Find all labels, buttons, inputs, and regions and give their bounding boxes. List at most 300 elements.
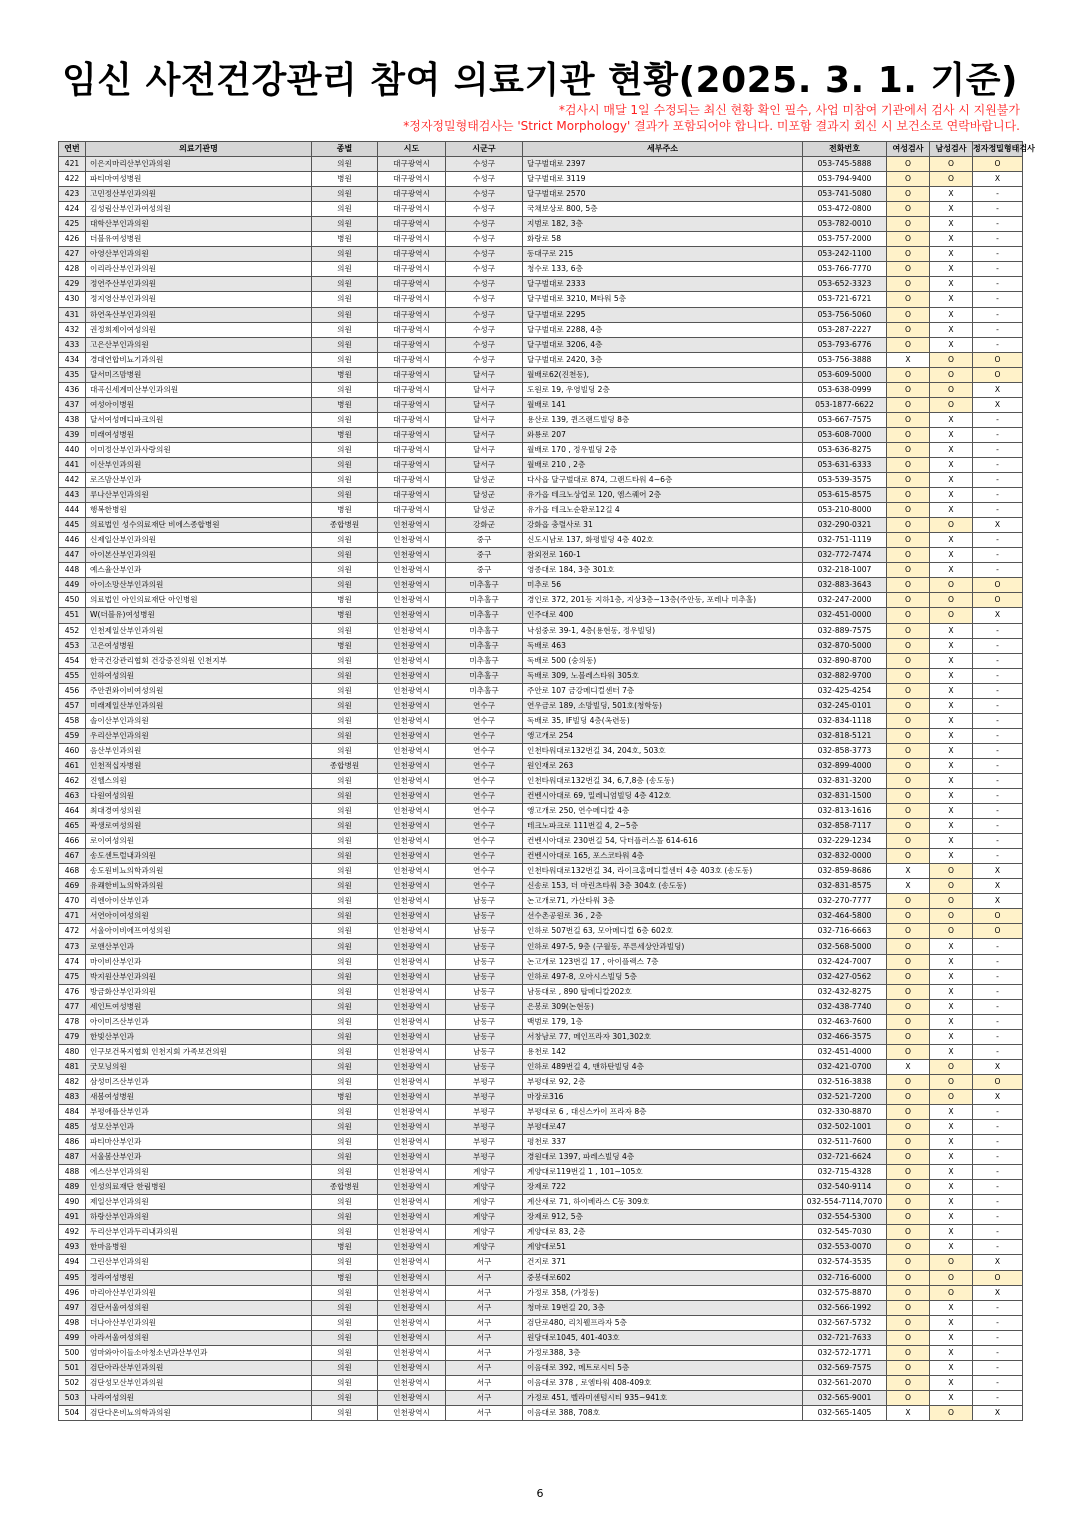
cell-address: 마장로316 [523,1089,803,1104]
cell-province: 인천광역시 [378,683,446,698]
cell-no: 429 [59,277,86,292]
cell-address: 인하로 489번길 4, 맨하탄빌딩 4층 [523,1059,803,1074]
cell-type: 의원 [312,1165,378,1180]
cell-province: 인천광역시 [378,909,446,924]
cell-name: 하랑산부인과의원 [86,1210,312,1225]
cell-address: 이음대로 392, 메트로시티 5층 [523,1360,803,1375]
table-row [59,1029,1023,1044]
cell-male-test: X [930,773,973,788]
cell-province: 인천광역시 [378,638,446,653]
cell-type: 의원 [312,1044,378,1059]
cell-province: 대구광역시 [378,247,446,262]
cell-district: 연수구 [446,773,523,788]
cell-province: 인천광역시 [378,1270,446,1285]
cell-sperm-test: - [973,1240,1023,1255]
cell-type: 의원 [312,262,378,277]
cell-province: 인천광역시 [378,1165,446,1180]
cell-female-test: O [887,337,930,352]
cell-name: 마리아산부인과의원 [86,1285,312,1300]
cell-male-test: X [930,623,973,638]
cell-sperm-test: - [973,307,1023,322]
cell-no: 436 [59,382,86,397]
cell-phone: 032-572-1771 [803,1345,887,1360]
cell-sperm-test: X [973,864,1023,879]
cell-sperm-test: - [973,1150,1023,1165]
cell-name: 나라여성의원 [86,1390,312,1405]
table-row [59,518,1023,533]
table-row [59,1195,1023,1210]
cell-name: 이은지마리산부인과의원 [86,157,312,172]
cell-type: 의원 [312,548,378,563]
table-row [59,909,1023,924]
cell-no: 465 [59,819,86,834]
table-row [59,804,1023,819]
cell-name: 검단다온비뇨의학과의원 [86,1405,312,1420]
cell-female-test: O [887,1135,930,1150]
cell-phone: 032-561-2070 [803,1375,887,1390]
cell-male-test: O [930,593,973,608]
cell-address: 계양대로51 [523,1240,803,1255]
cell-name: 에스산부인과의원 [86,1165,312,1180]
cell-province: 인천광역시 [378,1120,446,1135]
cell-female-test: O [887,1074,930,1089]
cell-district: 달서구 [446,457,523,472]
cell-female-test: O [887,307,930,322]
cell-sperm-test: X [973,879,1023,894]
cell-address: 달구벌대로 3206, 4층 [523,337,803,352]
cell-type: 의원 [312,909,378,924]
cell-no: 482 [59,1074,86,1089]
cell-name: 달서미즈맘병원 [86,367,312,382]
cell-sperm-test: - [973,247,1023,262]
cell-phone: 032-772-7474 [803,548,887,563]
cell-address: 컨벤시아대로 230번길 54, 닥터플러스몰 614-616 [523,834,803,849]
cell-province: 대구광역시 [378,382,446,397]
cell-female-test: O [887,232,930,247]
cell-district: 미추홀구 [446,638,523,653]
cell-phone: 032-229-1234 [803,834,887,849]
cell-province: 인천광역시 [378,1345,446,1360]
cell-phone: 032-575-8870 [803,1285,887,1300]
cell-address: 인하로 497-8, 오아시스빌딩 5층 [523,969,803,984]
cell-district: 남동구 [446,924,523,939]
cell-male-test: X [930,412,973,427]
cell-name: 검단아라산부인과의원 [86,1360,312,1375]
cell-male-test: X [930,1300,973,1315]
cell-name: 인천제일산부인과의원 [86,623,312,638]
cell-female-test: O [887,1195,930,1210]
cell-type: 병원 [312,638,378,653]
cell-phone: 032-451-0000 [803,608,887,623]
cell-address: 건지로 371 [523,1255,803,1270]
cell-province: 인천광역시 [378,518,446,533]
cell-female-test: O [887,473,930,488]
cell-district: 계양구 [446,1240,523,1255]
cell-name: 고민정산부인과의원 [86,187,312,202]
cell-male-test: X [930,653,973,668]
cell-province: 인천광역시 [378,533,446,548]
cell-female-test: O [887,849,930,864]
cell-district: 서구 [446,1285,523,1300]
cell-phone: 053-741-5080 [803,187,887,202]
notice-line-1: *검사시 매달 1일 수정되는 최신 현황 확인 필수, 사업 미참여 기관에서 검사 시 지원불가 [558,103,1020,117]
cell-address: 백범로 179, 1층 [523,1014,803,1029]
cell-province: 인천광역시 [378,969,446,984]
cell-female-test: O [887,1210,930,1225]
cell-name: 우리산부인과의원 [86,728,312,743]
cell-name: 인천적십자병원 [86,758,312,773]
cell-male-test: X [930,999,973,1014]
cell-district: 중구 [446,533,523,548]
cell-district: 중구 [446,548,523,563]
cell-sperm-test: - [973,623,1023,638]
cell-address: 독배로 309, 노블레스타워 305호 [523,668,803,683]
cell-phone: 053-1877-6622 [803,397,887,412]
cell-female-test: X [887,1405,930,1420]
cell-phone: 032-882-9700 [803,668,887,683]
cell-address: 논고개로 123번길 17 , 아이플렉스 7층 [523,954,803,969]
cell-district: 달서구 [446,397,523,412]
cell-type: 의원 [312,1029,378,1044]
cell-no: 463 [59,789,86,804]
cell-province: 인천광역시 [378,954,446,969]
cell-province: 대구광역시 [378,367,446,382]
cell-district: 부평구 [446,1135,523,1150]
cell-address: 원당대로1045, 401-403호 [523,1330,803,1345]
cell-type: 의원 [312,1105,378,1120]
cell-name: 정지영산부인과의원 [86,292,312,307]
cell-no: 464 [59,804,86,819]
cell-phone: 032-566-1992 [803,1300,887,1315]
cell-name: 고은산부인과의원 [86,337,312,352]
table-row [59,1345,1023,1360]
table-row [59,834,1023,849]
cell-male-test: O [930,909,973,924]
cell-sperm-test: - [973,698,1023,713]
cell-phone: 032-464-5800 [803,909,887,924]
cell-male-test: X [930,638,973,653]
cell-district: 연수구 [446,879,523,894]
cell-phone: 032-818-5121 [803,728,887,743]
cell-phone: 032-565-1405 [803,1405,887,1420]
cell-female-test: O [887,442,930,457]
cell-sperm-test: - [973,969,1023,984]
cell-sperm-test: - [973,653,1023,668]
table-row [59,1360,1023,1375]
cell-type: 의원 [312,1375,378,1390]
cell-address: 유가읍 테크노순환로12길 4 [523,503,803,518]
cell-name: 아이본산부인과의원 [86,548,312,563]
cell-no: 432 [59,322,86,337]
cell-name: 서울봄산부인과 [86,1150,312,1165]
cell-address: 도원로 19, 우영빌딩 2층 [523,382,803,397]
cell-female-test: O [887,819,930,834]
cell-name: 경대연합비뇨기과의원 [86,352,312,367]
cell-female-test: O [887,894,930,909]
cell-male-test: X [930,427,973,442]
cell-province: 인천광역시 [378,864,446,879]
cell-district: 계양구 [446,1195,523,1210]
table-row [59,202,1023,217]
cell-district: 수성구 [446,322,523,337]
cell-sperm-test: - [973,1360,1023,1375]
table-row [59,232,1023,247]
cell-name: 부평애플산부인과 [86,1105,312,1120]
table-row [59,653,1023,668]
cell-district: 달서구 [446,442,523,457]
cell-no: 448 [59,563,86,578]
cell-address: 계산새로 71, 하이베라스 C동 309호 [523,1195,803,1210]
col-header-phone: 전화번호 [803,142,887,157]
cell-province: 인천광역시 [378,1285,446,1300]
table-row [59,638,1023,653]
cell-type: 의원 [312,533,378,548]
cell-no: 447 [59,548,86,563]
cell-province: 인천광역시 [378,1059,446,1074]
cell-province: 대구광역시 [378,277,446,292]
cell-province: 인천광역시 [378,1150,446,1165]
cell-phone: 032-574-3535 [803,1255,887,1270]
cell-phone: 053-756-5060 [803,307,887,322]
cell-phone: 032-545-7030 [803,1225,887,1240]
cell-address: 원인재로 263 [523,758,803,773]
cell-no: 441 [59,457,86,472]
cell-no: 468 [59,864,86,879]
cell-phone: 053-745-5888 [803,157,887,172]
cell-phone: 032-834-1118 [803,713,887,728]
table-row [59,457,1023,472]
cell-no: 485 [59,1120,86,1135]
cell-male-test: X [930,698,973,713]
cell-sperm-test: - [973,789,1023,804]
cell-male-test: X [930,743,973,758]
cell-province: 인천광역시 [378,999,446,1014]
table-row [59,608,1023,623]
notice-text [403,102,1020,134]
cell-phone: 032-565-9001 [803,1390,887,1405]
cell-male-test: X [930,1135,973,1150]
cell-female-test: O [887,623,930,638]
cell-type: 병원 [312,608,378,623]
table-row [59,1135,1023,1150]
cell-name: 검단서울여성의원 [86,1300,312,1315]
cell-district: 서구 [446,1300,523,1315]
cell-type: 의원 [312,849,378,864]
cell-no: 426 [59,232,86,247]
cell-no: 474 [59,954,86,969]
cell-type: 의원 [312,488,378,503]
cell-address: 강화읍 충렬사로 31 [523,518,803,533]
cell-female-test: O [887,563,930,578]
cell-phone: 053-782-0010 [803,217,887,232]
cell-name: 더블유여성병원 [86,232,312,247]
cell-sperm-test: O [973,157,1023,172]
cell-sperm-test: X [973,1255,1023,1270]
cell-type: 병원 [312,593,378,608]
cell-address: 영종대로 184, 3층 301호 [523,563,803,578]
col-header-province: 시도 [378,142,446,157]
cell-district: 달성군 [446,488,523,503]
cell-district: 남동구 [446,1044,523,1059]
cell-male-test: X [930,1195,973,1210]
cell-phone: 032-290-0321 [803,518,887,533]
cell-no: 451 [59,608,86,623]
cell-type: 의원 [312,834,378,849]
cell-province: 인천광역시 [378,984,446,999]
cell-no: 433 [59,337,86,352]
table-row [59,397,1023,412]
cell-address: 주안로 107 금강메디컬센터 7층 [523,683,803,698]
cell-type: 의원 [312,307,378,322]
cell-address: 경원대로 1397, 파레스빌딩 4층 [523,1150,803,1165]
cell-province: 대구광역시 [378,232,446,247]
cell-male-test: X [930,322,973,337]
table-row [59,999,1023,1014]
cell-male-test: X [930,187,973,202]
cell-no: 450 [59,593,86,608]
cell-type: 병원 [312,367,378,382]
cell-no: 461 [59,758,86,773]
cell-sperm-test: - [973,473,1023,488]
cell-female-test: O [887,292,930,307]
cell-address: 달구벌대로 2397 [523,157,803,172]
cell-address: 신도시남로 137, 화평빌딩 4층 402호 [523,533,803,548]
cell-type: 의원 [312,1300,378,1315]
table-row [59,864,1023,879]
cell-phone: 053-609-5000 [803,367,887,382]
cell-type: 병원 [312,427,378,442]
cell-male-test: X [930,954,973,969]
table-row [59,292,1023,307]
cell-no: 445 [59,518,86,533]
col-header-sperm-test: 정자정밀형태검사 [973,142,1023,157]
cell-no: 475 [59,969,86,984]
cell-no: 435 [59,367,86,382]
cell-sperm-test: - [973,1044,1023,1059]
cell-female-test: O [887,578,930,593]
cell-name: 인하여성의원 [86,668,312,683]
cell-name: 그린산부인과의원 [86,1255,312,1270]
cell-sperm-test: - [973,819,1023,834]
cell-phone: 053-652-3323 [803,277,887,292]
cell-sperm-test: - [973,1300,1023,1315]
cell-province: 인천광역시 [378,653,446,668]
cell-type: 의원 [312,1255,378,1270]
cell-district: 미추홀구 [446,593,523,608]
table-row [59,1044,1023,1059]
cell-male-test: O [930,397,973,412]
cell-district: 서구 [446,1270,523,1285]
cell-address: 국채보상로 800, 5층 [523,202,803,217]
cell-male-test: X [930,277,973,292]
cell-province: 대구광역시 [378,412,446,427]
cell-district: 남동구 [446,894,523,909]
cell-type: 의원 [312,1150,378,1165]
cell-type: 의원 [312,247,378,262]
table-header-row [59,142,1023,157]
cell-district: 부평구 [446,1074,523,1089]
cell-no: 454 [59,653,86,668]
institution-table [58,141,1035,1421]
cell-type: 의원 [312,789,378,804]
cell-name: 의료법인 성수의료재단 비에스종합병원 [86,518,312,533]
table-row [59,1225,1023,1240]
cell-name: 주안퀸와이비여성의원 [86,683,312,698]
cell-type: 의원 [312,1345,378,1360]
cell-province: 인천광역시 [378,879,446,894]
cell-district: 부평구 [446,1089,523,1104]
cell-name: 하연옥산부인과의원 [86,307,312,322]
cell-address: 가정로388, 3층 [523,1345,803,1360]
cell-name: 음산부인과의원 [86,743,312,758]
table-row [59,352,1023,367]
cell-no: 452 [59,623,86,638]
cell-district: 달서구 [446,367,523,382]
cell-male-test: O [930,382,973,397]
cell-name: 인성의료재단 한림병원 [86,1180,312,1195]
cell-no: 422 [59,172,86,187]
cell-sperm-test: - [973,999,1023,1014]
cell-address: 인주대로 400 [523,608,803,623]
cell-male-test: X [930,503,973,518]
cell-name: 리엔아이산부인과 [86,894,312,909]
cell-province: 인천광역시 [378,834,446,849]
cell-province: 대구광역시 [378,337,446,352]
table-row [59,187,1023,202]
cell-province: 인천광역시 [378,623,446,638]
cell-province: 대구광역시 [378,427,446,442]
cell-name: 새봄여성병원 [86,1089,312,1104]
cell-female-test: O [887,653,930,668]
cell-female-test: O [887,412,930,427]
cell-female-test: O [887,939,930,954]
cell-district: 서구 [446,1360,523,1375]
cell-address: 화랑로 58 [523,232,803,247]
cell-type: 의원 [312,668,378,683]
table-row [59,1285,1023,1300]
cell-female-test: O [887,1089,930,1104]
cell-address: 독배로 463 [523,638,803,653]
cell-district: 연수구 [446,819,523,834]
cell-type: 병원 [312,397,378,412]
cell-province: 대구광역시 [378,262,446,277]
cell-sperm-test: O [973,367,1023,382]
cell-address: 참외전로 160-1 [523,548,803,563]
cell-male-test: X [930,307,973,322]
cell-male-test: O [930,172,973,187]
cell-sperm-test: - [973,728,1023,743]
cell-phone: 032-721-7633 [803,1330,887,1345]
cell-phone: 053-667-7575 [803,412,887,427]
cell-sperm-test: O [973,1270,1023,1285]
cell-address: 앵고개로 254 [523,728,803,743]
cell-name: 서울아이비에프여성의원 [86,924,312,939]
cell-district: 미추홀구 [446,653,523,668]
cell-district: 미추홀구 [446,608,523,623]
cell-sperm-test: - [973,668,1023,683]
cell-sperm-test: - [973,442,1023,457]
cell-address: 다사읍 달구벌대로 874, 그랜드타워 4~6층 [523,473,803,488]
cell-type: 의원 [312,804,378,819]
cell-phone: 032-899-4000 [803,758,887,773]
cell-no: 455 [59,668,86,683]
cell-province: 인천광역시 [378,1225,446,1240]
cell-phone: 032-858-7117 [803,819,887,834]
cell-female-test: O [887,1360,930,1375]
table-row [59,1315,1023,1330]
cell-province: 인천광역시 [378,668,446,683]
cell-phone: 053-766-7770 [803,262,887,277]
